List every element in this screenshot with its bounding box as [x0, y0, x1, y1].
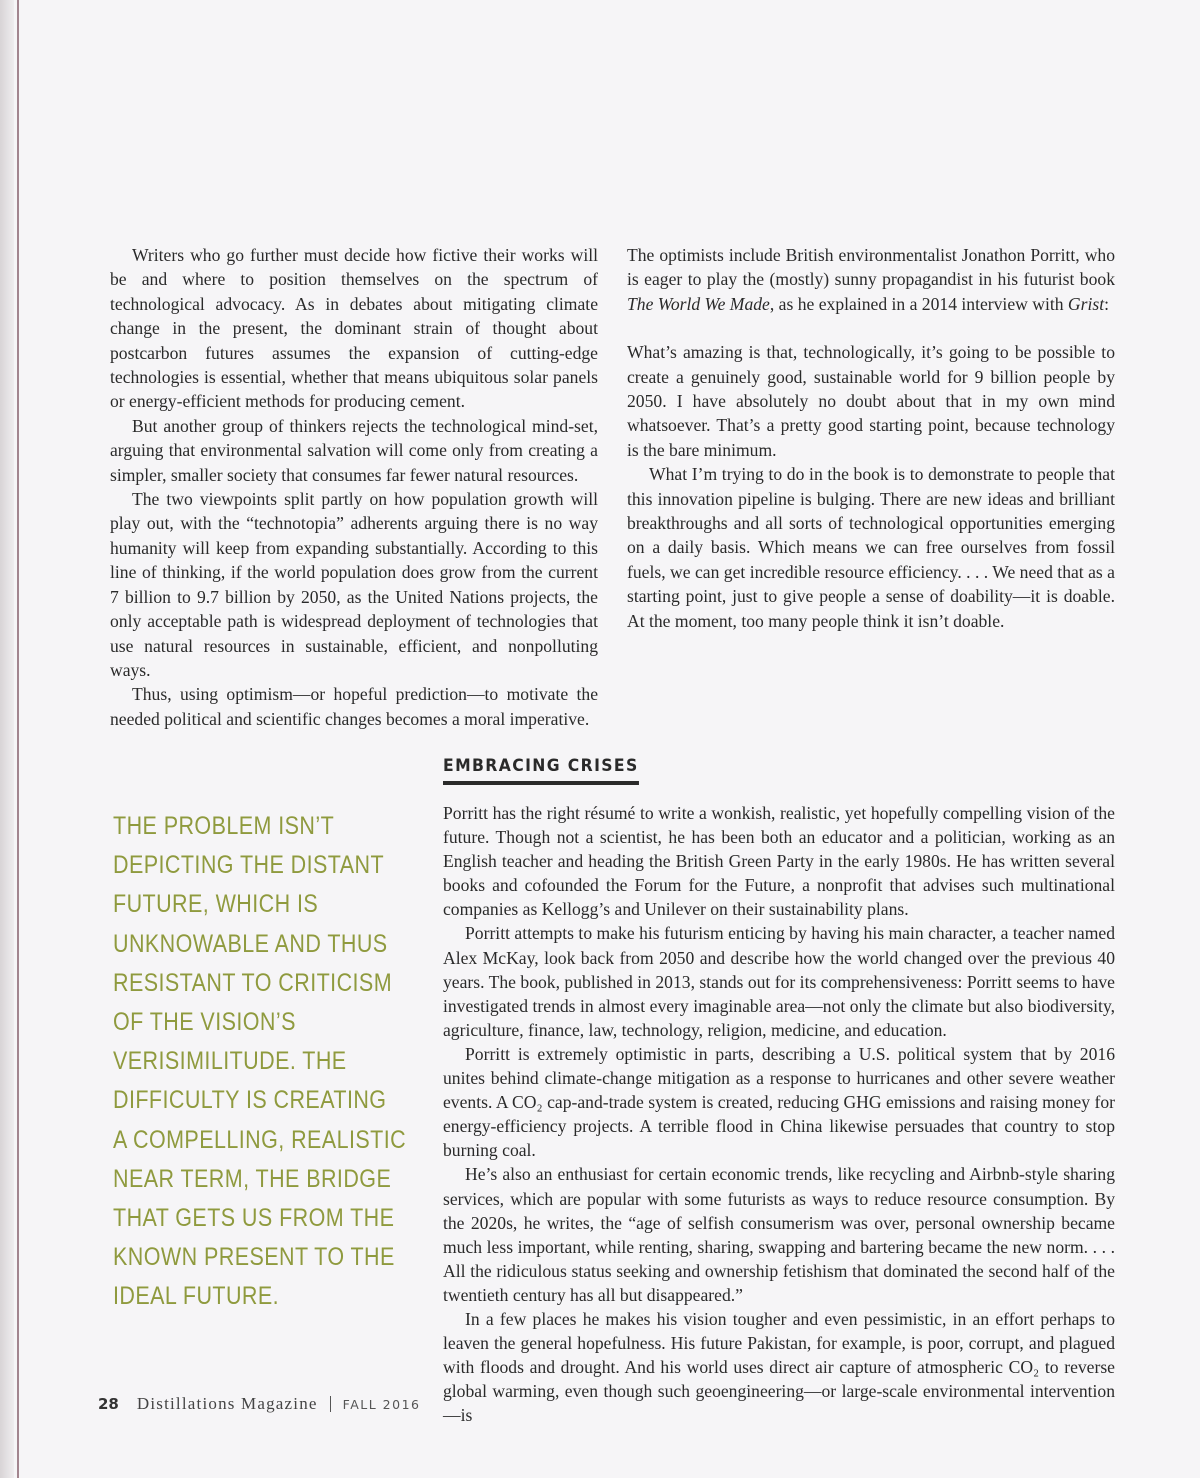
- pull-quote-line: VERISIMILITUDE. THE: [113, 1047, 347, 1076]
- page-edge-line: [17, 0, 19, 1478]
- block-quote: What’s amazing is that, technologically, it’s going to be possible to create a genuinely good, sustainable world for 9 billion people by 2050. I have absolutely no doubt about that in my own mind whatsoever. That’s a pretty good starting point, because technology is the bare minimum.: [627, 342, 1115, 460]
- pull-quote-line: NEAR TERM, THE BRIDGE: [113, 1164, 392, 1193]
- paragraph: In a few places he makes his vision tougher and even pessimistic, in an effort perhaps to leaven the general hopefulness. His future Pakistan, for example, is poor, corrupt, and plagued with floods and drought. And his world uses direct air capture of atmospheric CO₂ to reverse global warming, even though such geoengineering—or large-scale environmental intervention—is: [443, 1308, 1115, 1426]
- pull-quote-line: OF THE VISION’S: [113, 1008, 296, 1037]
- text: :: [1104, 293, 1109, 314]
- paragraph: Porritt attempts to make his futurism enticing by having his main character, a teacher named Alex McKay, look back from 2050 and describe how the world changed over the previous 40 years. The book, published in 2013, stands out for its comprehensiveness: Porritt seems to have investigated trends in almost every imaginable area—not only the climate but also biodiversity, agriculture, finance, law, technology, religion, medicine, and education.: [443, 923, 1115, 1040]
- pull-quote-line: RESISTANT TO CRITICISM: [113, 968, 393, 997]
- pull-quote-line: A COMPELLING, REALISTIC: [113, 1125, 407, 1154]
- page-binding-edge: [0, 0, 14, 1478]
- right-column: [627, 243, 1115, 633]
- pull-quote: [113, 807, 443, 1317]
- paragraph: But another group of thinkers rejects the technological mind-set, arguing that environmental salvation will come only from creating a simpler, smaller society that consumes far fewer natural resources.: [110, 415, 598, 485]
- pull-quote-line: IDEAL FUTURE.: [113, 1282, 280, 1311]
- section-heading: EMBRACING CRISES: [443, 756, 639, 785]
- paragraph: Writers who go further must decide how fictive their works will be and where to position themselves on the spectrum of technological advocacy. As in debates about mitigating climate change in the present, the dominant strain of thought about postcarbon futures assumes the expansion of cutting-edge technologies is essential, whether that means ubiquitous solar panels or energy-efficient methods for producing cement.: [110, 245, 598, 412]
- book-title: The World We Made: [627, 293, 770, 314]
- publication-name: Grist: [1067, 293, 1105, 314]
- block-quote: What I’m trying to do in the book is to demonstrate to people that this innovation pipeline is bulging. There are new ideas and brilliant breakthroughs and all sorts of technological opportunities emerging on a daily basis. Which means we can free ourselves from fossil fuels, we can get incredible resource efficiency. . . . We need that as a starting point, just to give people a sense of doability—it is doable. At the moment, too many people think it isn’t doable.: [627, 464, 1115, 631]
- pull-quote-line: THAT GETS US FROM THE: [113, 1204, 395, 1233]
- lower-column: [443, 801, 1115, 1427]
- pull-quote-line: UNKNOWABLE AND THUS: [113, 929, 388, 958]
- pull-quote-line: THE PROBLEM ISN’T: [113, 812, 335, 840]
- text: , as he explained in a 2014 interview with: [769, 293, 1068, 314]
- pull-quote-line: FUTURE, WHICH IS: [113, 890, 319, 919]
- left-column: [110, 243, 598, 731]
- pull-quote-line: DIFFICULTY IS CREATING: [113, 1086, 387, 1115]
- paragraph: He’s also an enthusiast for certain economic trends, like recycling and Airbnb-style sharing services, which are popular with some futurists as ways to reduce resource consumption. By the 2020s, he writes, the “age of selfish consumerism was over, personal ownership became much less important, while renting, sharing, swapping and bartering became the new norm. . . . All the ridiculous status seeking and ownership fetishism that dominated the second half of the twentieth century has all but disappeared.”: [443, 1164, 1115, 1305]
- page-number: 28: [98, 1395, 119, 1413]
- paragraph: Thus, using optimism—or hopeful prediction—to motivate the needed political and scientific changes becomes a moral imperative.: [110, 684, 598, 729]
- pull-quote-line: DEPICTING THE DISTANT: [113, 851, 385, 880]
- paragraph: The two viewpoints split partly on how population growth will play out, with the “technotopia” adherents arguing there is no way humanity will keep from expanding substantially. According to this line of thinking, if the world population does grow from the current 7 billion to 9.7 billion by 2050, as the United Nations projects, the only acceptable path is widespread deployment of technologies that use natural resources in sustainable, efficient, and nonpolluting ways.: [110, 489, 598, 680]
- issue-label: FALL 2016: [342, 1396, 421, 1412]
- pull-quote-line: KNOWN PRESENT TO THE: [113, 1243, 395, 1272]
- paragraph: Porritt has the right résumé to write a wonkish, realistic, yet hopefully compelling vision of the future. Though not a scientist, he has been both an educator and a politician, working as an English teacher and heading the British Green Party in the early 1980s. He has written several books and cofounded the Forum for the Future, a nonprofit that advises such multinational companies as Kellogg’s and Unilever on their sustainability plans.: [443, 803, 1115, 920]
- intro-paragraph: [627, 243, 1115, 316]
- paragraph: Porritt is extremely optimistic in parts, describing a U.S. political system that by 2016 unites behind climate-change mitigation as a response to hurricanes and other severe weather events. A CO₂ cap-and-trade system is created, reducing GHG emissions and raising money for energy-efficiency projects. A terrible flood in China likewise persuades that country to stop burning coal.: [443, 1043, 1115, 1161]
- page-footer: [98, 1394, 420, 1414]
- magazine-name: Distillations Magazine: [136, 1394, 318, 1413]
- text: The optimists include British environmentalist Jonathon Porritt, who is eager to play the (mostly) sunny propagandist in his futurist book: [627, 245, 1115, 290]
- footer-divider: [330, 1396, 331, 1412]
